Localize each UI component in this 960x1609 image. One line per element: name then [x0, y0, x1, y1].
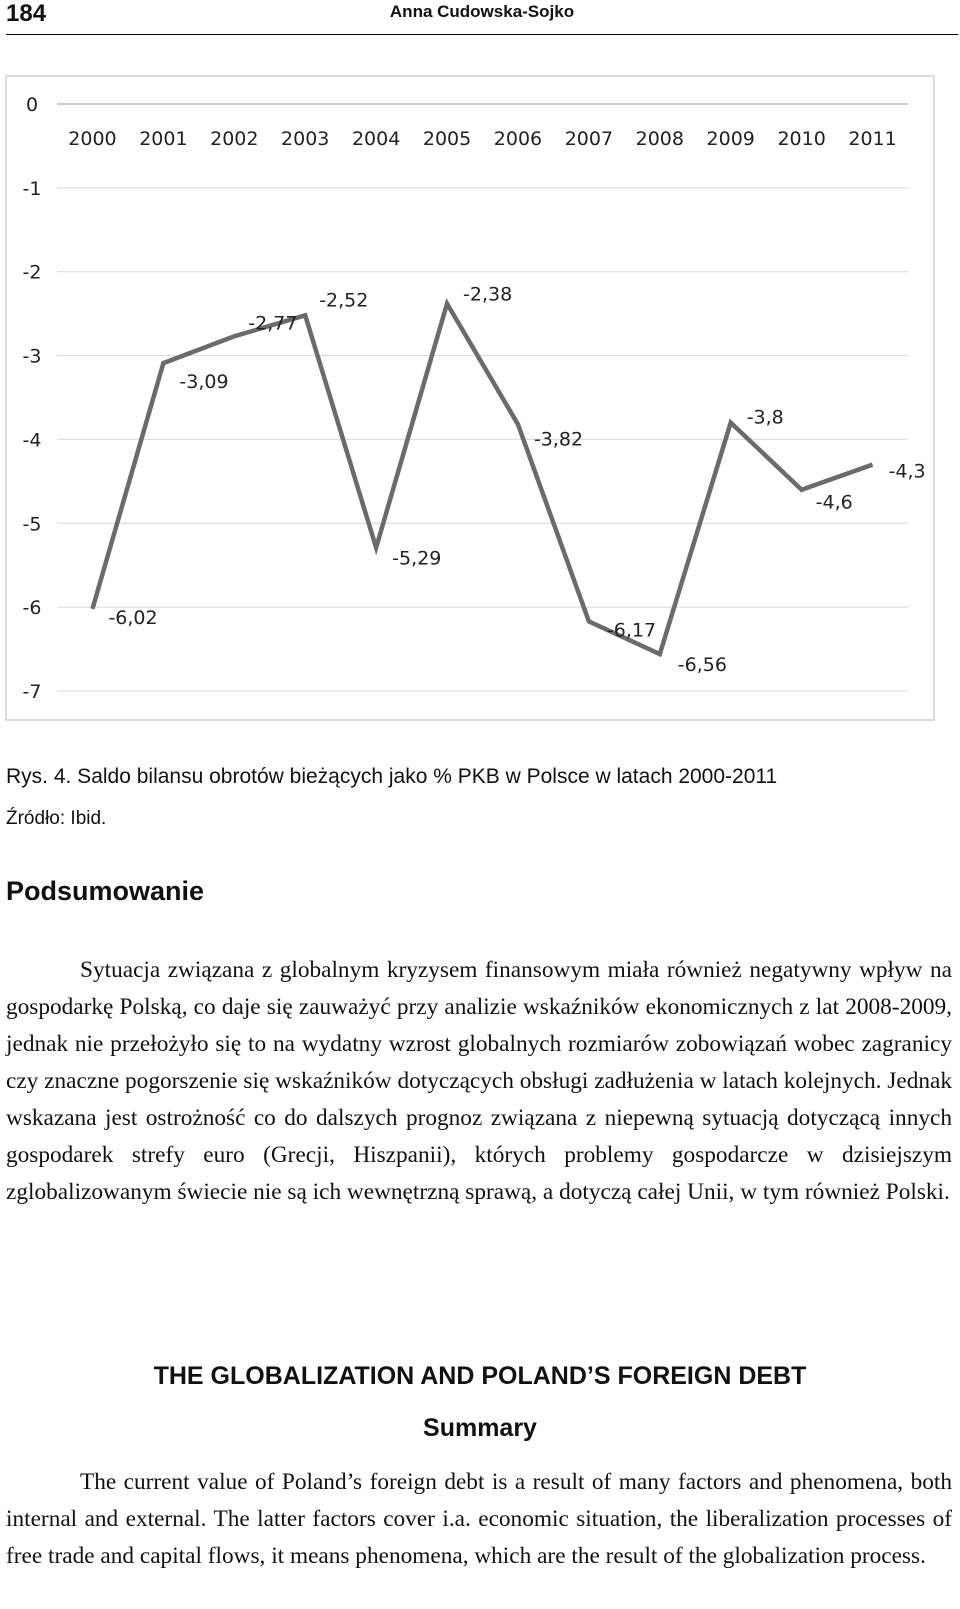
section-title: Podsumowanie	[6, 876, 205, 906]
y-tick-label: -5	[22, 513, 42, 536]
x-tick-label: 2009	[706, 128, 755, 150]
running-header	[6, 0, 958, 35]
running-head-author: Anna Cudowska-Sojko	[389, 2, 575, 21]
data-label: -5,29	[392, 547, 442, 570]
data-label: -6,02	[108, 606, 158, 629]
x-tick-label: 2010	[777, 128, 826, 150]
page-number: 184	[6, 0, 47, 27]
x-tick-label: 2008	[635, 128, 684, 150]
x-tick-label: 2002	[210, 128, 259, 150]
x-tick-label: 2000	[68, 128, 117, 150]
data-label: -2,38	[463, 283, 513, 306]
y-tick-label: -7	[22, 681, 42, 703]
y-tick-label: -6	[22, 597, 42, 620]
x-tick-label: 2006	[493, 128, 543, 150]
x-tick-label: 2005	[422, 128, 472, 150]
y-tick-label: 0	[25, 94, 39, 116]
y-tick-label: -1	[22, 177, 42, 200]
data-label: -3,09	[179, 371, 229, 394]
data-label: -3,8	[746, 406, 784, 429]
x-tick-label: 2007	[564, 128, 614, 150]
figure-caption: Rys. 4. Saldo bilansu obrotów bieżących jako % PKB w Polsce w latach 2000-2011	[6, 765, 778, 788]
figure-source: Źródło: Ibid.	[6, 808, 107, 829]
english-summary-paragraph: The current value of Poland’s foreign debt is a result of many factors and phenomena, both internal and external. The latter factors cover i.a. economic situation, the liberalization processes of free trade and capital flows, it means phenomena, which are the result of the globalization process.	[6, 1469, 952, 1569]
data-label: -3,82	[533, 428, 584, 451]
english-title: THE GLOBALIZATION AND POLAND’S FOREIGN DEBT	[153, 1362, 807, 1390]
y-tick-label: -3	[22, 345, 42, 368]
data-label: -6,17	[606, 619, 657, 642]
summary-paragraph-pl: Sytuacja związana z globalnym kryzysem finansowym miała również negatywny wpływ na gospodarkę Polską, co daje się zauważyć przy analizie wskaźników ekonomicznych z lat 2008-2009, jednak nie przełożyło się to na wydatny wzrost globalnych rozmiarów zobowiązań wobec zagranicy czy znaczne pogorszenie się wskaźników dotyczących obsługi zadłużenia w latach kolejnych. Jednak wskazana jest ostrożność co do dalszych prognoz związana z niepewną sytuacją dotyczącą innych gospodarek strefy euro (Grecji, Hiszpanii), których problemy gospodarcze w dzisiejszym zglobalizowanym świecie nie są ich wewnętrzną sprawą, a dotyczą całej Unii, w tym również Polski.	[6, 957, 952, 1205]
y-tick-label: -2	[22, 261, 42, 284]
x-tick-label: 2003	[281, 128, 330, 150]
data-label: -6,56	[677, 654, 727, 677]
data-label: -4,6	[815, 491, 853, 514]
english-summary-heading: Summary	[423, 1414, 537, 1442]
y-tick-label: -4	[22, 429, 42, 452]
x-tick-label: 2004	[351, 128, 401, 150]
x-tick-label: 2011	[848, 128, 897, 150]
x-tick-label: 2001	[139, 128, 188, 150]
data-label: -2,77	[248, 312, 298, 335]
data-label: -4,3	[888, 460, 926, 483]
data-label: -2,52	[319, 289, 369, 312]
current-account-line-chart	[0, 70, 940, 730]
